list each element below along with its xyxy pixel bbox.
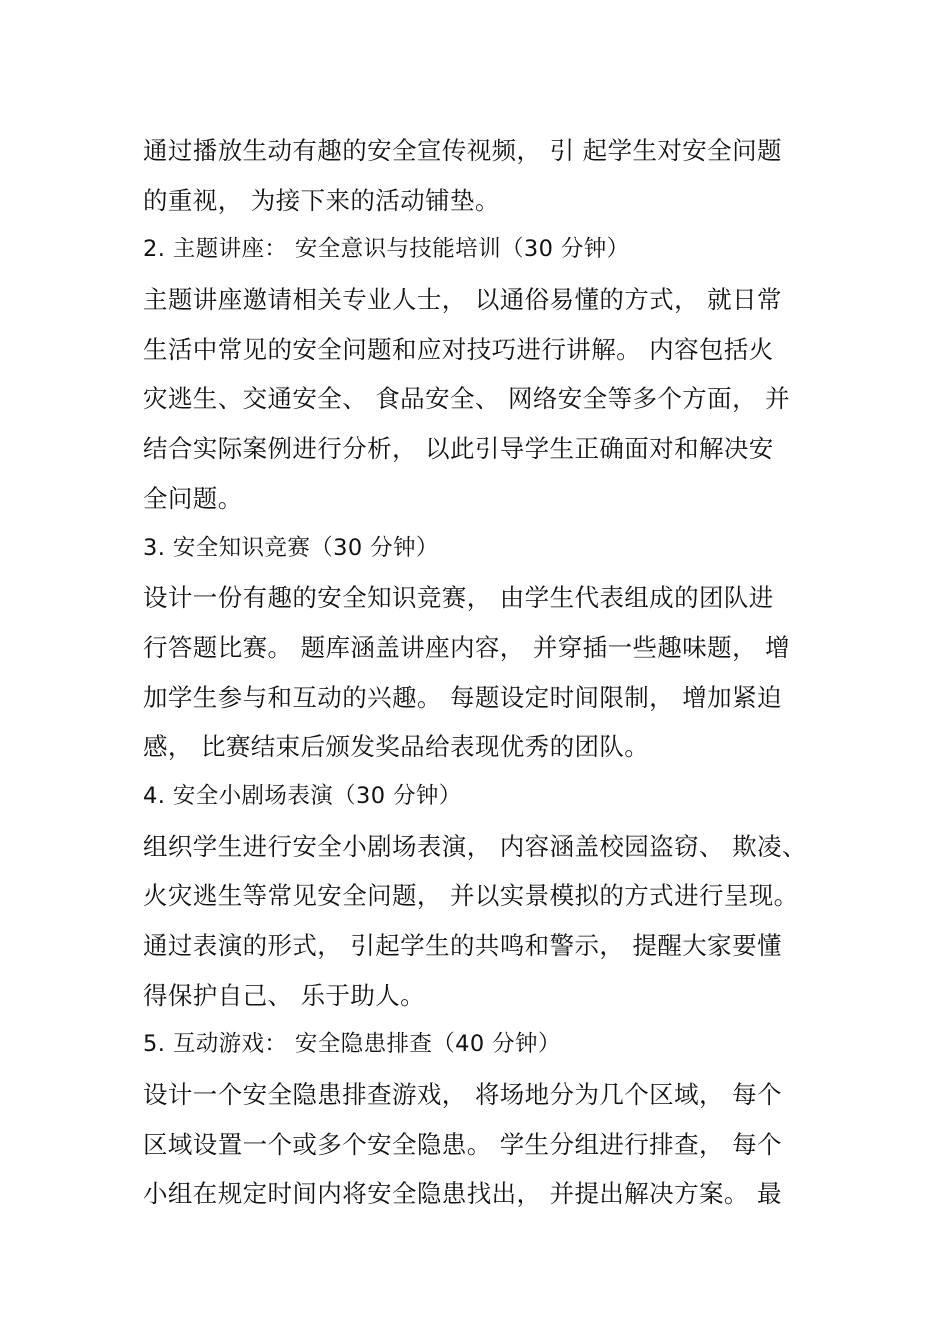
paragraph-line: 火灾逃生等常见安全问题， 并以实景模拟的方式进行呈现。 (143, 881, 799, 911)
document-body (143, 126, 823, 1219)
paragraph-line: 行答题比赛。 题库涵盖讲座内容， 并穿插一些趣味题， 增 (143, 632, 791, 662)
paragraph-line: 生活中常见的安全问题和应对技巧进行讲解。 内容包括火 (143, 334, 774, 364)
paragraph-line: 组织学生进行安全小剧场表演， 内容涵盖校园盗窃、 欺凌、 (143, 831, 807, 861)
paragraph-line: 小组在规定时间内将安全隐患找出， 并提出解决方案。 最 (143, 1179, 782, 1209)
paragraph-line: 全问题。 (143, 483, 243, 513)
paragraph-line: 设计一份有趣的安全知识竞赛， 由学生代表组成的团队进 (143, 583, 774, 613)
paragraph-line: 通过表演的形式， 引起学生的共鸣和警示， 提醒大家要懂 (143, 931, 782, 960)
paragraph-line: 加学生参与和互动的兴趣。 每题设定时间限制， 增加紧迫 (143, 682, 782, 712)
paragraph-line: 结合实际案例进行分析， 以此引导学生正确面对和解决安 (143, 434, 774, 464)
paragraph-line: 通过播放生动有趣的安全宣传视频， 引 起学生对安全问题 (143, 136, 782, 165)
paragraph-line: 主题讲座邀请相关专业人士， 以通俗易懂的方式， 就日常 (143, 285, 782, 315)
section-heading-4: 4. 安全小剧场表演（30 分钟） (143, 782, 462, 809)
paragraph-line: 设计一个安全隐患排查游戏， 将场地分为几个区域， 每个 (143, 1080, 782, 1110)
paragraph-line: 感， 比赛结束后颁发奖品给表现优秀的团队。 (143, 732, 650, 762)
section-heading-3: 3. 安全知识竞赛（30 分钟） (143, 534, 439, 561)
paragraph-line: 灾逃生、交通安全、 食品安全、 网络安全等多个方面， 并 (143, 384, 791, 414)
paragraph-line: 的重视， 为接下来的活动铺垫。 (143, 185, 500, 215)
paragraph-line: 区域设置一个或多个安全隐患。 学生分组进行排查， 每个 (143, 1129, 782, 1159)
section-heading-2: 2. 主题讲座： 安全意识与技能培训（30 分钟） (143, 236, 630, 263)
section-heading-5: 5. 互动游戏： 安全隐患排查（40 分钟） (143, 1031, 561, 1058)
paragraph-line: 得保护自己、 乐于助人。 (143, 980, 426, 1010)
